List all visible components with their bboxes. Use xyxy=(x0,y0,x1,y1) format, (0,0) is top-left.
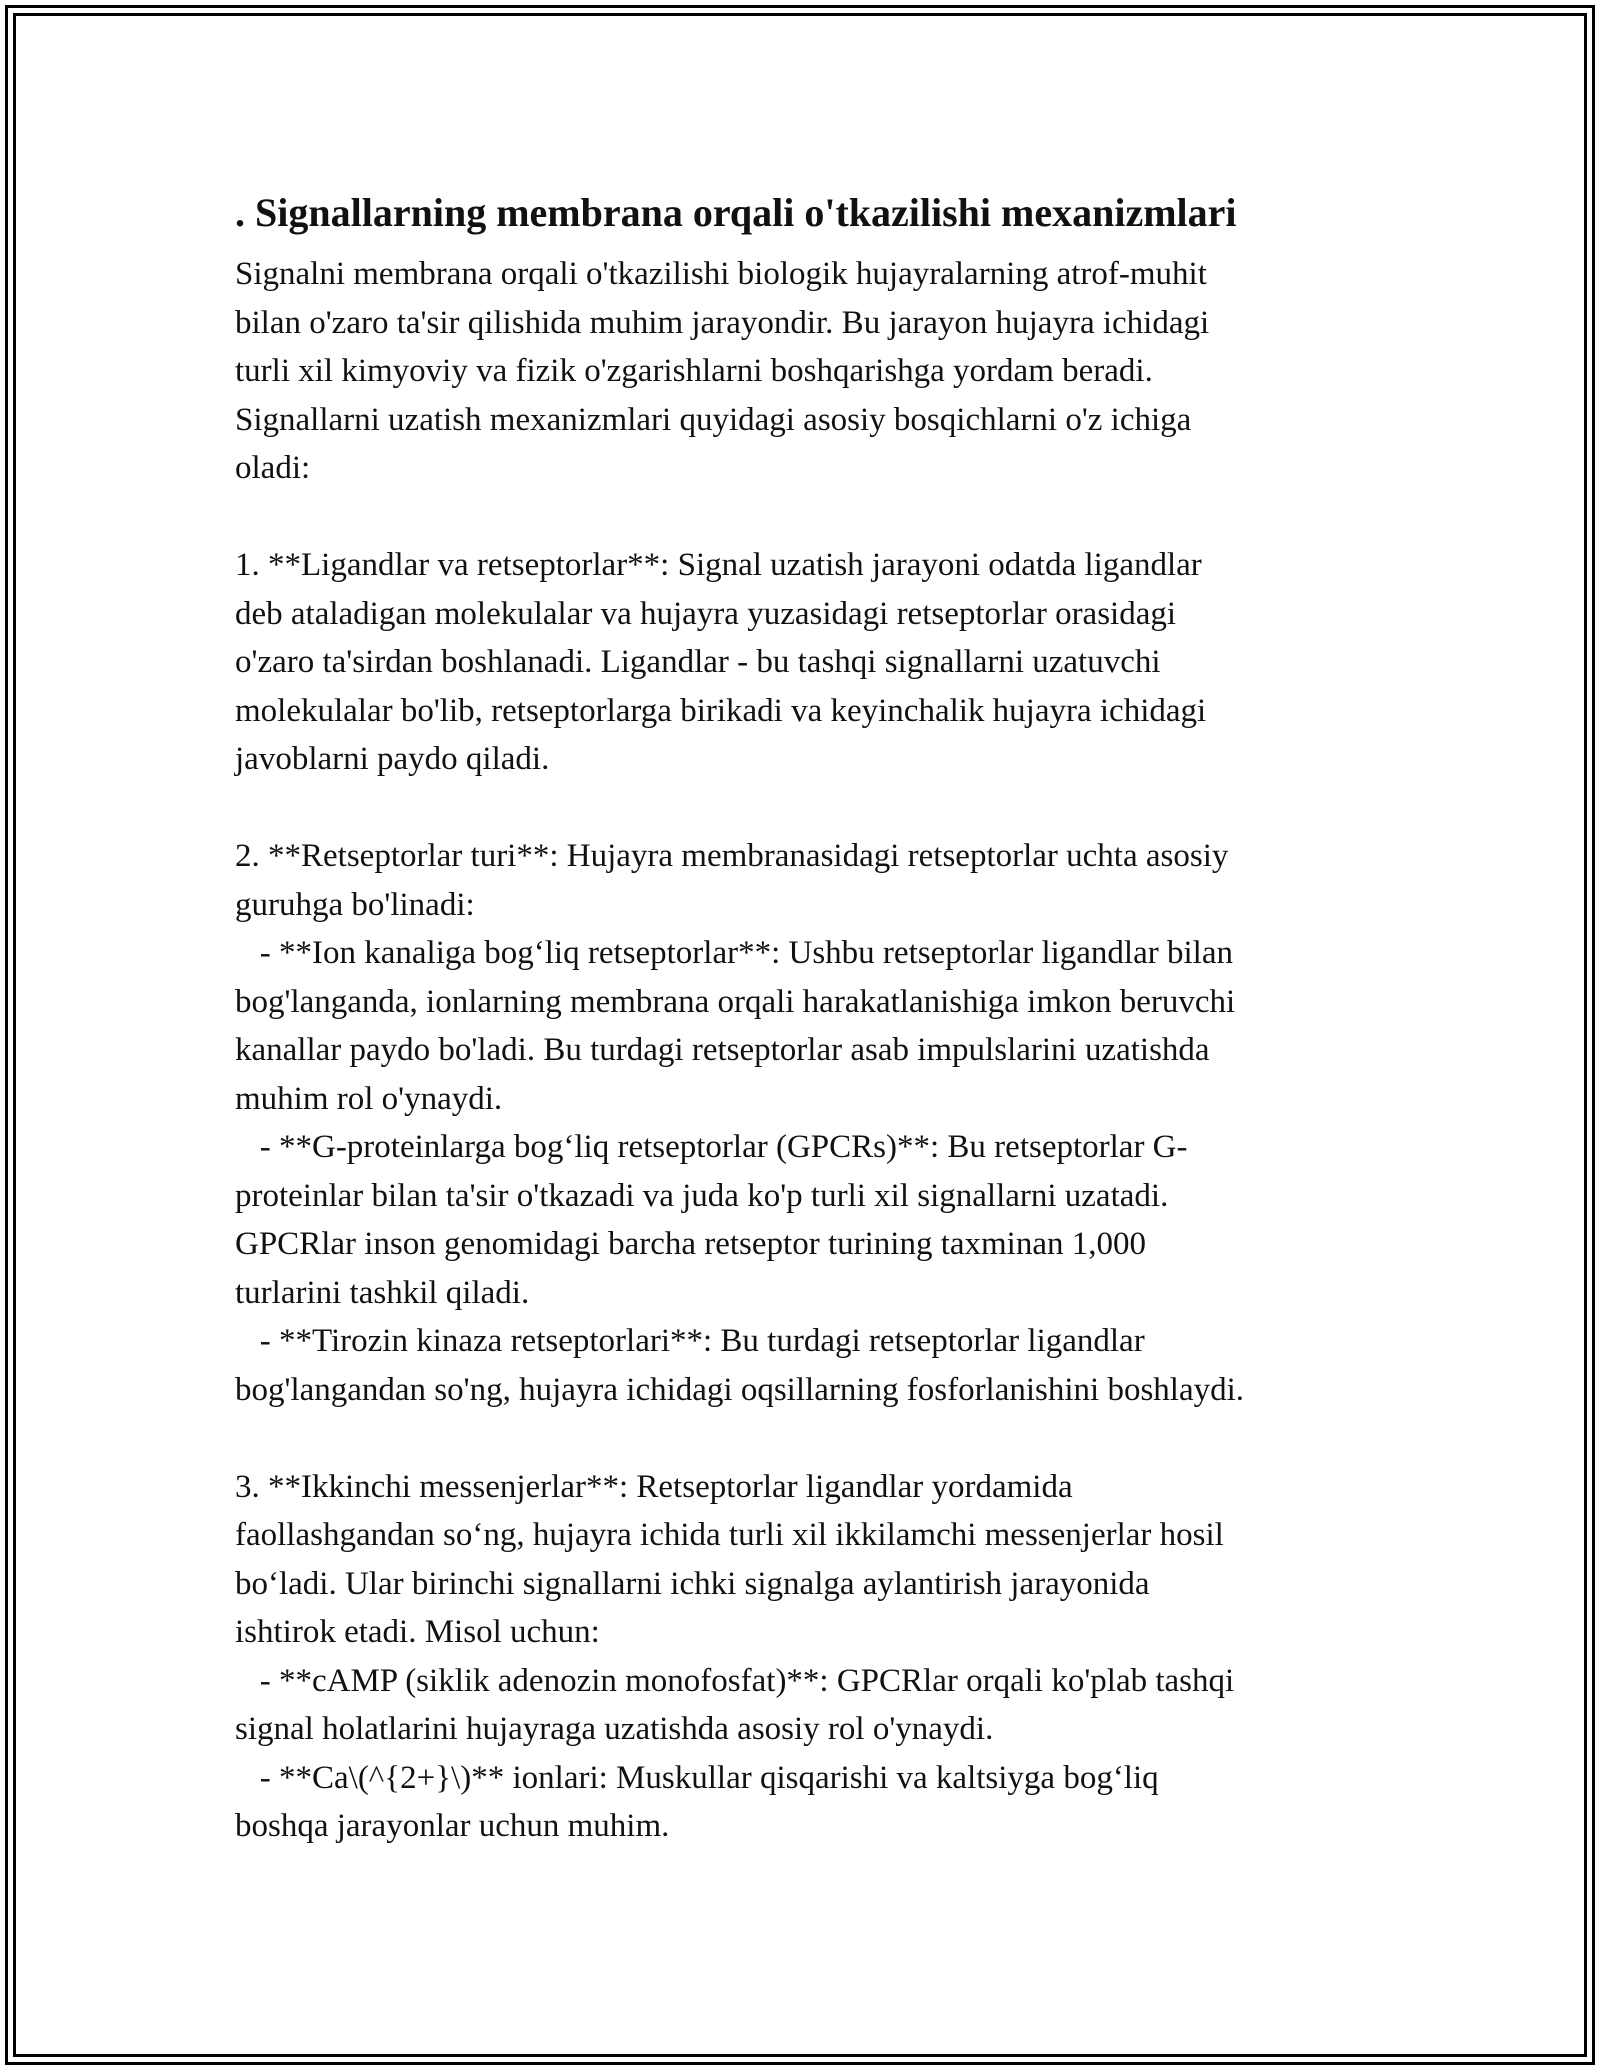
paragraph-spacer xyxy=(235,784,1385,833)
text-line: Signalni membrana orqali o'tkazilishi biologik hujayralarning atrof-muhit xyxy=(235,256,1207,292)
text-line: turli xil kimyoviy va fizik o'zgarishlarni boshqarishga yordam beradi. xyxy=(235,353,1153,389)
text-line: 2. **Retseptorlar turi**: Hujayra membranasidagi retseptorlar uchta asosiy xyxy=(235,838,1229,874)
text-line: 3. **Ikkinchi messenjerlar**: Retseptorlar ligandlar yordamida xyxy=(235,1468,1073,1505)
section-receptor-types xyxy=(235,832,1385,1414)
text-line: signal holatlarini hujayraga uzatishda asosiy rol o'ynaydi. xyxy=(235,1711,994,1747)
text-line: - **G-proteinlarga bog‘liq retseptorlar (GPCRs)**: Bu retseptorlar G- xyxy=(235,1129,1188,1165)
paragraph-spacer xyxy=(235,1414,1385,1463)
text-line: - **Ion kanaliga bog‘liq retseptorlar**: Ushbu retseptorlar ligandlar bilan xyxy=(235,935,1233,971)
text-line: deb ataladigan molekulalar va hujayra yuzasidagi retseptorlar orasidagi xyxy=(235,595,1177,632)
text-line: o'zaro ta'sirdan boshlanadi. Ligandlar - bu tashqi signallarni uzatuvchi xyxy=(235,644,1161,680)
text-line: 1. **Ligandlar va retseptorlar**: Signal uzatish jarayoni odatda ligandlar xyxy=(235,547,1202,583)
text-line: GPCRlar inson genomidagi barcha retseptor turining taxminan 1,000 xyxy=(235,1226,1146,1262)
text-line: proteinlar bilan ta'sir o'tkazadi va juda ko'p turli xil signallarni uzatadi. xyxy=(235,1177,1169,1214)
intro-paragraph xyxy=(235,250,1385,493)
text-line: bilan o'zaro ta'sir qilishida muhim jarayondir. Bu jarayon hujayra ichidagi xyxy=(235,304,1210,341)
section-second-messengers xyxy=(235,1463,1385,1851)
text-line: javoblarni paydo qiladi. xyxy=(235,741,550,777)
text-line: bog'langanda, ionlarning membrana orqali harakatlanishiga imkon beruvchi xyxy=(235,983,1236,1020)
paragraph-spacer xyxy=(235,493,1385,542)
document-title: . Signallarning membrana orqali o'tkazilishi mexanizmlari xyxy=(235,190,1237,235)
section-ligands xyxy=(235,541,1385,784)
text-line: - **Ca\(^{2+}\)** ionlari: Muskullar qisqarishi va kaltsiyga bog‘liq xyxy=(235,1759,1159,1796)
text-line: oladi: xyxy=(235,450,311,486)
document-body xyxy=(235,188,1385,1851)
text-line: turlarini tashkil qiladi. xyxy=(235,1274,530,1311)
text-line: faollashgandan so‘ng, hujayra ichida turli xil ikkilamchi messenjerlar hosil xyxy=(235,1517,1224,1553)
text-line: guruhga bo'linadi: xyxy=(235,886,475,923)
text-line: muhim rol o'ynaydi. xyxy=(235,1080,503,1117)
text-line: bog'langandan so'ng, hujayra ichidagi oqsillarning fosforlanishini boshlaydi. xyxy=(235,1371,1245,1408)
text-line: Signallarni uzatish mexanizmlari quyidagi asosiy bosqichlarni o'z ichiga xyxy=(235,401,1192,438)
text-line: - **Tirozin kinaza retseptorlari**: Bu turdagi retseptorlar ligandlar xyxy=(235,1323,1145,1359)
text-line: - **cAMP (siklik adenozin monofosfat)**: GPCRlar orqali ko'plab tashqi xyxy=(235,1662,1235,1699)
text-line: bo‘ladi. Ular birinchi signallarni ichki signalga aylantirish jarayonida xyxy=(235,1565,1150,1602)
text-line: boshqa jarayonlar uchun muhim. xyxy=(235,1808,670,1844)
text-line: ishtirok etadi. Misol uchun: xyxy=(235,1614,600,1650)
text-line: molekulalar bo'lib, retseptorlarga birikadi va keyinchalik hujayra ichidagi xyxy=(235,692,1207,729)
text-line: kanallar paydo bo'ladi. Bu turdagi retseptorlar asab impulslarini uzatishda xyxy=(235,1032,1210,1068)
